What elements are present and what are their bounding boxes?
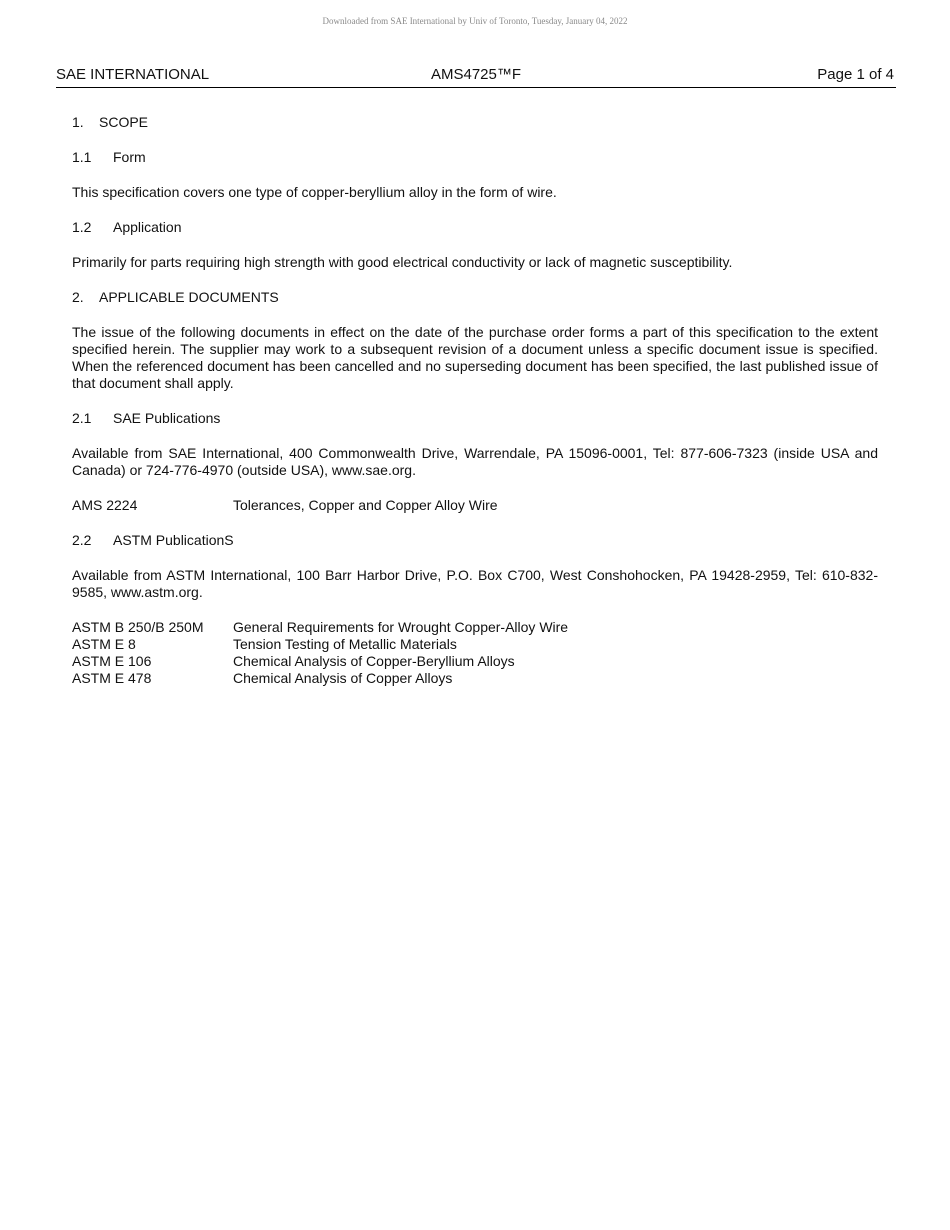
document-code: ASTM E 106 <box>72 653 152 669</box>
astm-document-list <box>72 619 878 687</box>
section-title: SAE Publications <box>113 410 221 426</box>
paragraph-applicable-documents: The issue of the following documents in effect on the date of the purchase order forms a part of this specification to the extent specified herein. The supplier may work to a subsequent revision of a document unless a specific document issue is specified. When the referenced document has been cancelled and no superseding document has been specified, the last published issue of that document shall apply. <box>72 324 878 391</box>
paragraph-astm-availability: Available from ASTM International, 100 Barr Harbor Drive, P.O. Box C700, West Conshohocken, PA 19428-2959, Tel: 610-832-9585, www.astm.org. <box>72 567 878 600</box>
section-heading-applicable-documents <box>72 289 878 306</box>
paragraph-sae-availability: Available from SAE International, 400 Commonwealth Drive, Warrendale, PA 15096-0001, Tel: 877-606-7323 (inside USA and Canada) or 724-776-4970 (outside USA), www.sae.org. <box>72 445 878 478</box>
document-title: Tolerances, Copper and Copper Alloy Wire <box>233 497 498 513</box>
document-row <box>72 670 878 687</box>
document-row <box>72 653 878 670</box>
paragraph-form: This specification covers one type of copper-beryllium alloy in the form of wire. <box>72 184 557 200</box>
section-heading-sae-publications <box>72 410 878 427</box>
section-heading-application <box>72 219 878 236</box>
document-row <box>72 497 878 514</box>
document-title: Chemical Analysis of Copper-Beryllium Alloys <box>233 653 515 669</box>
download-note: Downloaded from SAE International by Univ of Toronto, Tuesday, January 04, 2022 <box>322 16 628 26</box>
section-number: 2.1 <box>72 410 92 426</box>
section-title: SCOPE <box>99 114 149 130</box>
document-code: ASTM B 250/B 250M <box>72 619 204 635</box>
section-title: APPLICABLE DOCUMENTS <box>99 289 279 305</box>
document-code: ASTM E 478 <box>72 670 152 686</box>
section-number: 2. <box>72 289 84 305</box>
section-heading-form <box>72 149 878 166</box>
header-org: SAE INTERNATIONAL <box>56 66 210 83</box>
paragraph-application: Primarily for parts requiring high strength with good electrical conductivity or lack of magnetic susceptibility. <box>72 254 733 270</box>
section-title: ASTM PublicationS <box>113 532 234 548</box>
section-title: Application <box>113 219 182 235</box>
document-body <box>72 114 878 705</box>
section-number: 1.1 <box>72 149 92 165</box>
document-title: Chemical Analysis of Copper Alloys <box>233 670 453 686</box>
document-code: ASTM E 8 <box>72 636 136 652</box>
document-title: General Requirements for Wrought Copper-Alloy Wire <box>233 619 569 635</box>
section-title: Form <box>113 149 146 165</box>
section-heading-scope <box>72 114 878 131</box>
document-row <box>72 619 878 636</box>
section-number: 2.2 <box>72 532 92 548</box>
page-header <box>56 66 896 88</box>
document-row <box>72 636 878 653</box>
document-title: Tension Testing of Metallic Materials <box>233 636 457 652</box>
header-page-number: Page 1 of 4 <box>817 66 894 83</box>
section-number: 1. <box>72 114 84 130</box>
document-code: AMS 2224 <box>72 497 138 513</box>
section-number: 1.2 <box>72 219 92 235</box>
sae-document-list <box>72 497 878 514</box>
header-doc-id: AMS4725™F <box>430 66 522 83</box>
section-heading-astm-publications <box>72 532 878 549</box>
